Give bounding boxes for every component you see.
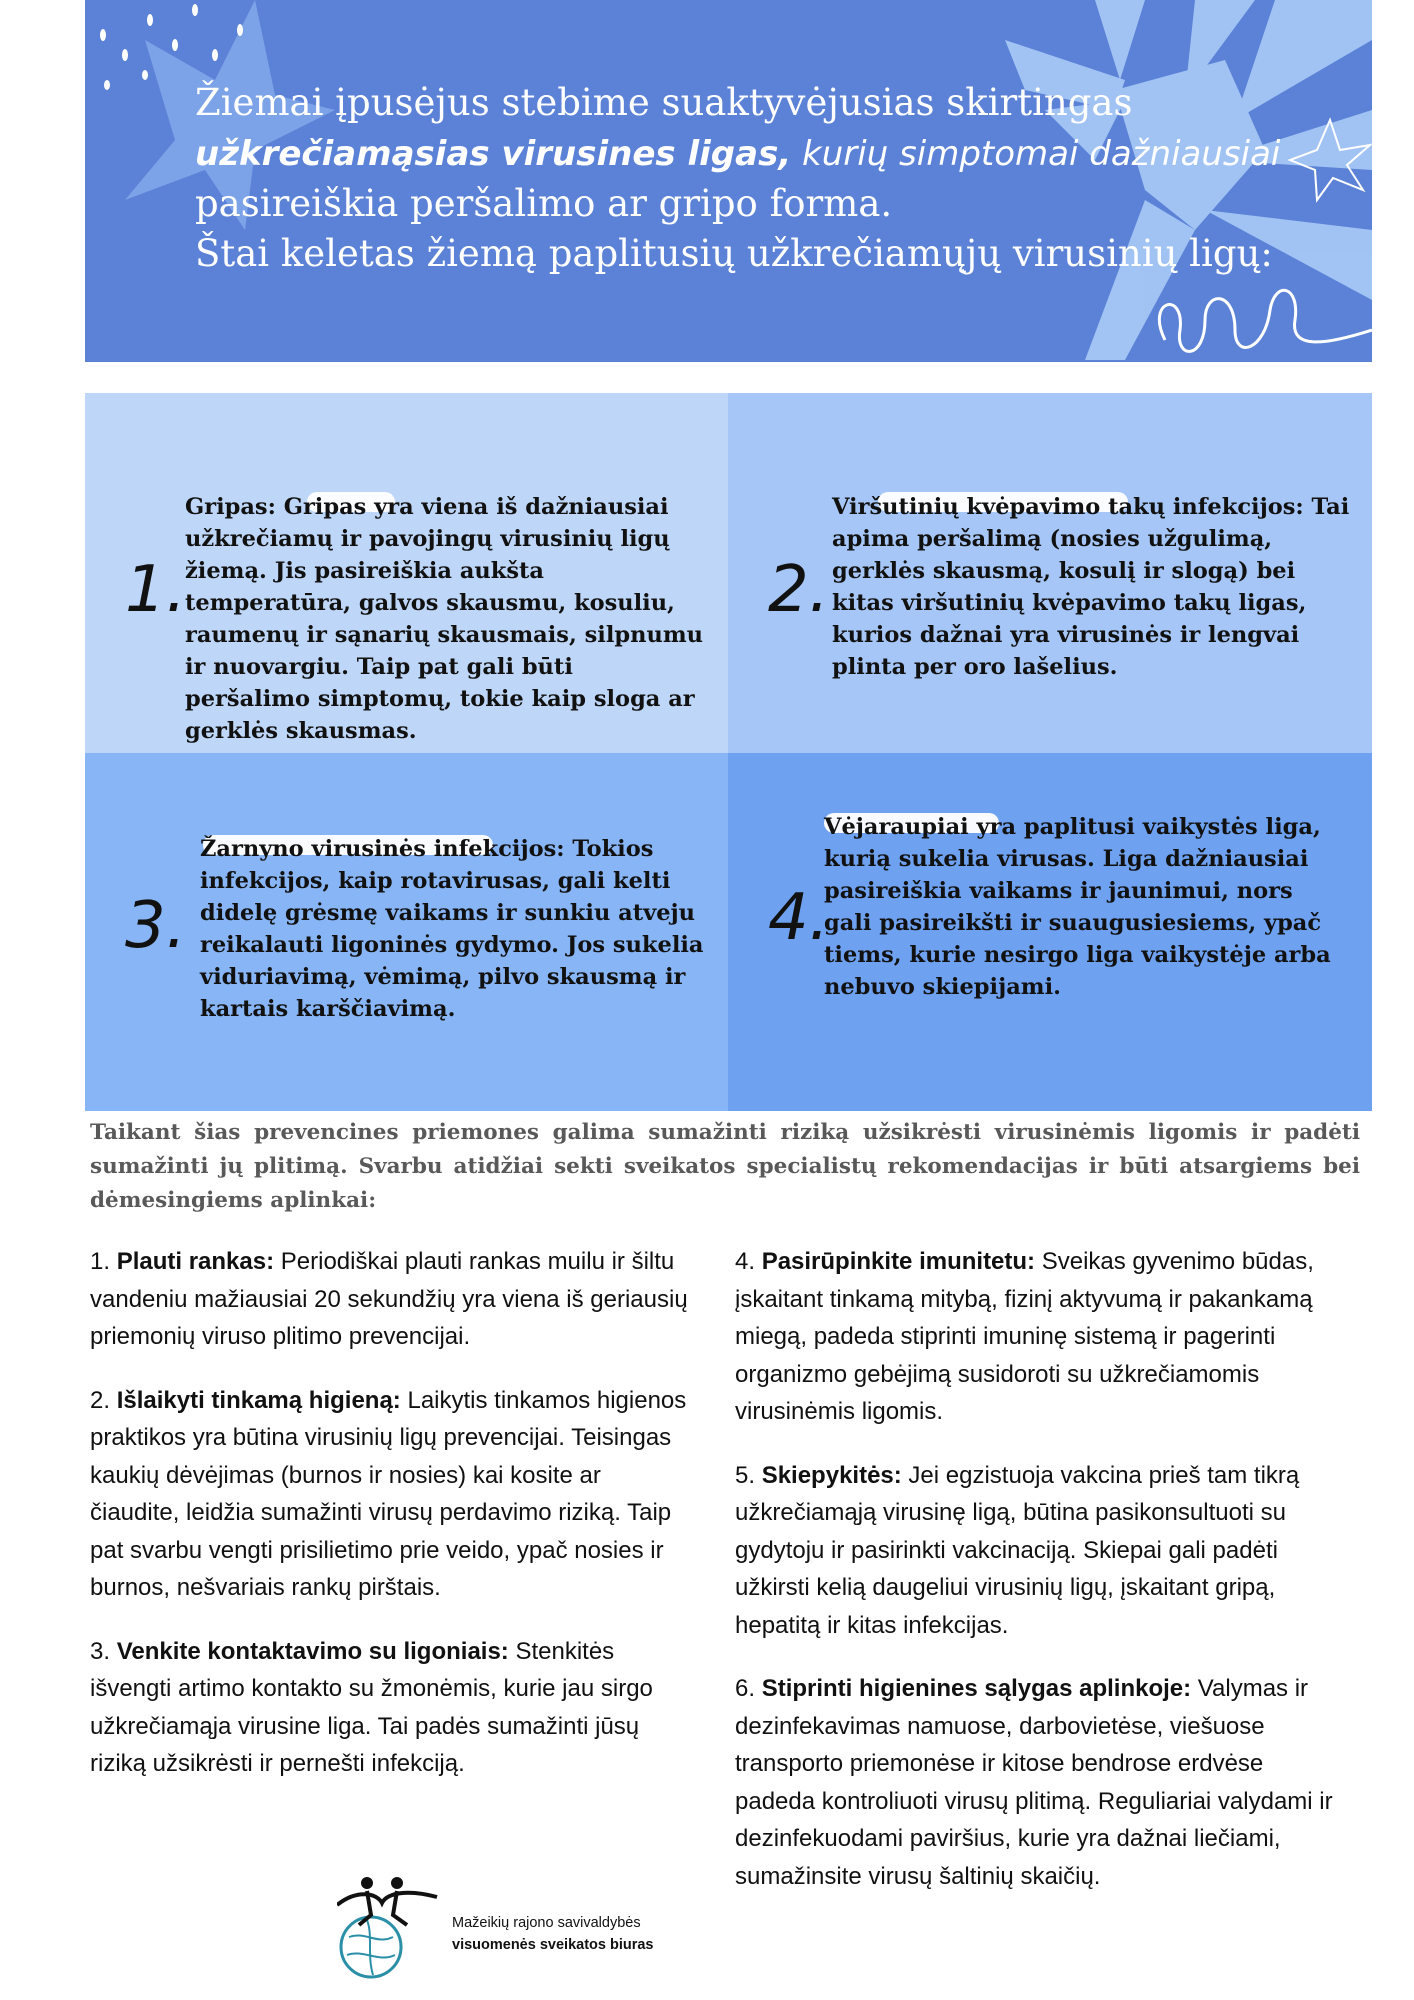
tip-item [90, 1633, 695, 1783]
tip-title: Venkite kontaktavimo su ligoniais: [116, 1637, 509, 1665]
card-3 [85, 753, 728, 1111]
headline-line-4: Štai keletas žiemą paplitusių užkrečiamųjų virusinių ligų: [195, 232, 1273, 275]
card-text: Gripas: Gripas yra viena iš dažniausiai užkrečiamų ir pavojingų virusinių ligų žiemą. Jis pasireiškia aukšta temperatūra, galvos skausmu, kosuliu, raumenų ir sąnarių skausmais, silpnumu ir nuovargiu. Taip pat gali būti peršalimo simptomų, tokie kaip sloga ar gerklės skausmas. [185, 494, 703, 744]
card-number: 3. [125, 889, 187, 963]
tip-text: Laikytis tinkamos higienos praktikos yra būtina virusinių ligų prevencijai. Teisingas kaukių dėvėjimas (burnos ir nosies) kai kosite ar čiaudite, leidžia sumažinti virusų perdavimo riziką. Taip pat svarbu vengti prisilietimo prie veido, ypač nosies ir burnos, nešvariais rankų pirštais. [90, 1386, 687, 1601]
tip-number: 4. [735, 1248, 756, 1275]
card-4 [728, 753, 1372, 1111]
tip-number: 3. [90, 1637, 111, 1665]
tip-text: Periodiškai plauti rankas muilu ir šiltu vandeniu mažiausiai 20 sekundžių yra viena iš geriausių priemonių viruso plitimo prevencijai. [90, 1248, 688, 1350]
header-banner [85, 0, 1372, 362]
card-number: 2. [768, 553, 830, 627]
tip-item [735, 1243, 1338, 1431]
tip-item [90, 1243, 695, 1356]
intro-paragraph: Taikant šias prevencines priemones galima sumažinti riziką užsikrėsti virusinėmis ligomis ir padėti sumažinti jų plitimą. Svarbu atidžiai sekti sveikatos specialistų rekomendacijas ir būti atsargiems bei dėmesingiems aplinkai: [90, 1120, 1360, 1213]
tip-number: 6. [735, 1675, 756, 1702]
tip-item [735, 1670, 1338, 1895]
headline-line-2 [195, 128, 1315, 179]
tip-title: Išlaikyti tinkamą higieną: [116, 1386, 401, 1414]
tip-title: Plauti rankas: [116, 1248, 275, 1275]
card-2 [728, 393, 1372, 753]
tip-text: Sveikas gyvenimo būdas, įskaitant tinkamą mitybą, fizinį aktyvumą ir pakankamą miegą, padeda stiprinti imuninę sistemą ir pagerinti organizmo gebėjimą susidoroti su užkrečiamomis virusinėmis ligomis. [735, 1248, 1314, 1425]
card-number: 1. [125, 553, 187, 627]
headline-emphasis: užkrečiamąsias virusines ligas, [195, 134, 792, 174]
card-text: Žarnyno virusinės infekcijos: Tokios infekcijos, kaip rotavirusas, gali kelti didelę grėsmę vaikams ir sunkiu atveju reikalauti ligoninės gydymo. Jos sukelia viduriavimą, vėmimą, pilvo skausmą ir kartais karščiavimą. [200, 836, 704, 1022]
tip-title: Pasirūpinkite imunitetu: [761, 1248, 1036, 1275]
tip-item [90, 1382, 695, 1607]
organization-name [452, 1912, 654, 1956]
tip-text: Stenkitės išvengti artimo kontakto su žmonėmis, kurie jau sirgo užkrečiamąja virusine liga. Tai padės sumažinti jūsų riziką užsikrėsti ir pernešti infekciją. [90, 1637, 653, 1777]
headline-line-3: pasireiškia peršalimo ar gripo forma. [195, 182, 893, 225]
tip-item [735, 1457, 1338, 1645]
tip-number: 5. [735, 1461, 756, 1489]
headline-line-1: Žiemai įpusėjus stebime suaktyvėjusias skirtingas [195, 81, 1133, 124]
card-text: Viršutinių kvėpavimo takų infekcijos: Tai apima peršalimą (nosies užgulimą, gerklės skausmą, kosulį ir slogą) bei kitas viršutinių kvėpavimo takų ligas, kurios dažnai yra virusinės ir lengvai plinta per oro lašelius. [832, 494, 1350, 680]
tip-title: Stiprinti higienines sąlygas aplinkoje: [761, 1675, 1192, 1702]
headline-line-2-rest: kurių simptomai dažniausiai [791, 134, 1281, 174]
card-1 [85, 393, 728, 753]
tips-left-column [90, 1243, 695, 1809]
organization-name-line-2: visuomenės sveikatos biuras [452, 1937, 654, 1953]
card-number: 4. [768, 881, 830, 955]
tip-text: Jei egzistuoja vakcina prieš tam tikrą užkrečiamąją virusinę ligą, būtina pasikonsultuoti su gydytoju ir pasirinkti vakcinaciją. Skiepai gali padėti užkirsti kelią daugeliui virusinių ligų, įskaitant gripą, hepatitą ir kitas infekcijas. [735, 1461, 1300, 1639]
tip-number: 1. [90, 1248, 111, 1275]
tip-text: Valymas ir dezinfekavimas namuose, darbovietėse, viešuose transporto priemonėse ir kitose bendrose erdvėse padeda kontroliuoti virusų plitimą. Reguliariai valydami ir dezinfekuodami paviršius, kurie yra dažnai liečiami, sumažinsite virusų šaltinių skaičių. [735, 1675, 1333, 1890]
headline [195, 78, 1315, 279]
tip-title: Skiepykitės: [761, 1461, 902, 1489]
tip-number: 2. [90, 1386, 111, 1414]
organization-name-line-1: Mažeikių rajono savivaldybės [452, 1915, 641, 1931]
card-text: Vėjaraupiai yra paplitusi vaikystės liga, kurią sukelia virusas. Liga dažniausiai pasireiškia vaikams ir jaunimui, nors gali pasireikšti ir suaugusiesiems, ypač tiems, kurie nesirgo liga vaikystėje arba nebuvo skiepijami. [824, 814, 1331, 1000]
tips-right-column [735, 1243, 1338, 1921]
